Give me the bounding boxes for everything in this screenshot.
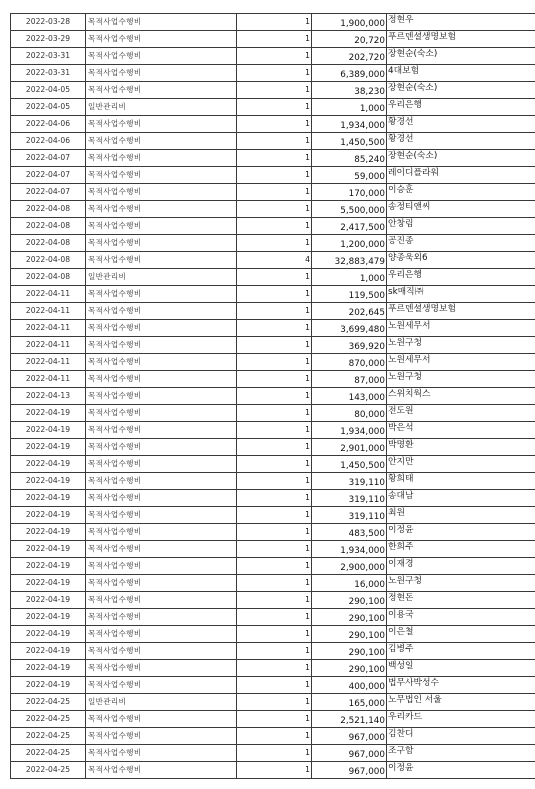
date-cell: 2022-04-19 — [11, 541, 86, 558]
quantity-cell: 1 — [237, 677, 312, 694]
table-row — [11, 473, 535, 490]
category-cell: 목적사업수행비 — [86, 643, 237, 660]
quantity-cell: 1 — [237, 592, 312, 609]
quantity-cell: 1 — [237, 745, 312, 762]
ledger-body — [11, 14, 535, 779]
quantity-cell: 1 — [237, 660, 312, 677]
amount-cell: 80,000 — [312, 405, 387, 422]
date-cell: 2022-04-25 — [11, 694, 86, 711]
date-cell: 2022-04-25 — [11, 728, 86, 745]
quantity-cell: 1 — [237, 320, 312, 337]
table-row — [11, 405, 535, 422]
table-row — [11, 388, 535, 405]
category-cell: 목적사업수행비 — [86, 490, 237, 507]
quantity-cell: 1 — [237, 609, 312, 626]
quantity-cell: 4 — [237, 252, 312, 269]
payee-cell: 법무사박성수 — [387, 677, 535, 694]
table-row — [11, 133, 535, 150]
amount-cell: 483,500 — [312, 524, 387, 541]
category-cell: 목적사업수행비 — [86, 218, 237, 235]
amount-cell: 870,000 — [312, 354, 387, 371]
quantity-cell: 1 — [237, 575, 312, 592]
quantity-cell: 1 — [237, 354, 312, 371]
amount-cell: 1,900,000 — [312, 14, 387, 31]
date-cell: 2022-04-07 — [11, 150, 86, 167]
table-row — [11, 541, 535, 558]
payee-cell: 정현돈 — [387, 592, 535, 609]
category-cell: 목적사업수행비 — [86, 473, 237, 490]
quantity-cell: 1 — [237, 201, 312, 218]
table-row — [11, 252, 535, 269]
category-cell: 목적사업수행비 — [86, 456, 237, 473]
date-cell: 2022-04-08 — [11, 201, 86, 218]
date-cell: 2022-04-25 — [11, 745, 86, 762]
amount-cell: 20,720 — [312, 31, 387, 48]
quantity-cell: 1 — [237, 14, 312, 31]
table-row — [11, 609, 535, 626]
category-cell: 일반관리비 — [86, 99, 237, 116]
payee-cell: 노원세무서 — [387, 354, 535, 371]
payee-cell: 송정티앤씨 — [387, 201, 535, 218]
payee-cell: 노원세무서 — [387, 320, 535, 337]
category-cell: 목적사업수행비 — [86, 745, 237, 762]
quantity-cell: 1 — [237, 558, 312, 575]
category-cell: 목적사업수행비 — [86, 660, 237, 677]
payee-cell: 노무법인 서울 — [387, 694, 535, 711]
category-cell: 목적사업수행비 — [86, 762, 237, 779]
category-cell: 목적사업수행비 — [86, 371, 237, 388]
payee-cell: 김병주 — [387, 643, 535, 660]
amount-cell: 38,230 — [312, 82, 387, 99]
amount-cell: 5,500,000 — [312, 201, 387, 218]
category-cell: 목적사업수행비 — [86, 388, 237, 405]
date-cell: 2022-04-06 — [11, 133, 86, 150]
quantity-cell: 1 — [237, 541, 312, 558]
amount-cell: 87,000 — [312, 371, 387, 388]
table-row — [11, 320, 535, 337]
date-cell: 2022-04-11 — [11, 320, 86, 337]
date-cell: 2022-04-19 — [11, 439, 86, 456]
category-cell: 목적사업수행비 — [86, 728, 237, 745]
table-row — [11, 677, 535, 694]
payee-cell: sk매직㈜ — [387, 286, 535, 303]
category-cell: 목적사업수행비 — [86, 14, 237, 31]
table-row — [11, 235, 535, 252]
table-row — [11, 575, 535, 592]
quantity-cell: 1 — [237, 303, 312, 320]
date-cell: 2022-04-25 — [11, 711, 86, 728]
quantity-cell: 1 — [237, 99, 312, 116]
date-cell: 2022-03-29 — [11, 31, 86, 48]
amount-cell: 290,100 — [312, 609, 387, 626]
category-cell: 목적사업수행비 — [86, 541, 237, 558]
quantity-cell: 1 — [237, 167, 312, 184]
date-cell: 2022-04-19 — [11, 575, 86, 592]
quantity-cell: 1 — [237, 184, 312, 201]
quantity-cell: 1 — [237, 762, 312, 779]
amount-cell: 1,200,000 — [312, 235, 387, 252]
date-cell: 2022-04-11 — [11, 354, 86, 371]
amount-cell: 967,000 — [312, 762, 387, 779]
date-cell: 2022-04-08 — [11, 235, 86, 252]
amount-cell: 1,934,000 — [312, 541, 387, 558]
date-cell: 2022-04-19 — [11, 626, 86, 643]
quantity-cell: 1 — [237, 371, 312, 388]
quantity-cell: 1 — [237, 728, 312, 745]
amount-cell: 1,000 — [312, 99, 387, 116]
date-cell: 2022-04-19 — [11, 643, 86, 660]
amount-cell: 59,000 — [312, 167, 387, 184]
payee-cell: 백성일 — [387, 660, 535, 677]
quantity-cell: 1 — [237, 507, 312, 524]
quantity-cell: 1 — [237, 473, 312, 490]
table-row — [11, 558, 535, 575]
date-cell: 2022-04-08 — [11, 269, 86, 286]
category-cell: 목적사업수행비 — [86, 303, 237, 320]
payee-cell: 4대보험 — [387, 65, 535, 82]
category-cell: 목적사업수행비 — [86, 524, 237, 541]
quantity-cell: 1 — [237, 405, 312, 422]
quantity-cell: 1 — [237, 694, 312, 711]
table-row — [11, 269, 535, 286]
category-cell: 목적사업수행비 — [86, 354, 237, 371]
quantity-cell: 1 — [237, 456, 312, 473]
date-cell: 2022-04-19 — [11, 405, 86, 422]
quantity-cell: 1 — [237, 82, 312, 99]
payee-cell: 송대남 — [387, 490, 535, 507]
payee-cell: 박명환 — [387, 439, 535, 456]
table-row — [11, 745, 535, 762]
amount-cell: 1,000 — [312, 269, 387, 286]
category-cell: 목적사업수행비 — [86, 575, 237, 592]
amount-cell: 967,000 — [312, 728, 387, 745]
category-cell: 목적사업수행비 — [86, 184, 237, 201]
payee-cell: 노원구청 — [387, 371, 535, 388]
quantity-cell: 1 — [237, 388, 312, 405]
quantity-cell: 1 — [237, 31, 312, 48]
date-cell: 2022-04-25 — [11, 762, 86, 779]
table-row — [11, 762, 535, 779]
date-cell: 2022-04-06 — [11, 116, 86, 133]
table-row — [11, 643, 535, 660]
table-row — [11, 218, 535, 235]
amount-cell: 290,100 — [312, 592, 387, 609]
category-cell: 목적사업수행비 — [86, 286, 237, 303]
amount-cell: 290,100 — [312, 660, 387, 677]
amount-cell: 202,720 — [312, 48, 387, 65]
table-row — [11, 524, 535, 541]
quantity-cell: 1 — [237, 626, 312, 643]
date-cell: 2022-04-19 — [11, 524, 86, 541]
payee-cell: 우리카드 — [387, 711, 535, 728]
quantity-cell: 1 — [237, 337, 312, 354]
quantity-cell: 1 — [237, 269, 312, 286]
date-cell: 2022-04-08 — [11, 218, 86, 235]
payee-cell: 황희태 — [387, 473, 535, 490]
category-cell: 목적사업수행비 — [86, 133, 237, 150]
category-cell: 일반관리비 — [86, 694, 237, 711]
payee-cell: 황경선 — [387, 133, 535, 150]
quantity-cell: 1 — [237, 490, 312, 507]
category-cell: 목적사업수행비 — [86, 422, 237, 439]
amount-cell: 319,110 — [312, 507, 387, 524]
category-cell: 목적사업수행비 — [86, 592, 237, 609]
category-cell: 목적사업수행비 — [86, 320, 237, 337]
expense-ledger-table — [10, 13, 535, 779]
table-row — [11, 711, 535, 728]
category-cell: 목적사업수행비 — [86, 116, 237, 133]
table-row — [11, 184, 535, 201]
date-cell: 2022-03-28 — [11, 14, 86, 31]
quantity-cell: 1 — [237, 711, 312, 728]
payee-cell: 정현우 — [387, 14, 535, 31]
table-row — [11, 456, 535, 473]
amount-cell: 170,000 — [312, 184, 387, 201]
date-cell: 2022-04-19 — [11, 660, 86, 677]
date-cell: 2022-04-07 — [11, 184, 86, 201]
payee-cell: 우리은행 — [387, 99, 535, 116]
payee-cell: 이승훈 — [387, 184, 535, 201]
amount-cell: 16,000 — [312, 575, 387, 592]
quantity-cell: 1 — [237, 524, 312, 541]
category-cell: 목적사업수행비 — [86, 711, 237, 728]
quantity-cell: 1 — [237, 286, 312, 303]
date-cell: 2022-04-19 — [11, 473, 86, 490]
payee-cell: 이정윤 — [387, 762, 535, 779]
payee-cell: 김찬디 — [387, 728, 535, 745]
payee-cell: 노원구청 — [387, 575, 535, 592]
payee-cell: 전도원 — [387, 405, 535, 422]
table-row — [11, 439, 535, 456]
table-row — [11, 286, 535, 303]
date-cell: 2022-03-31 — [11, 48, 86, 65]
date-cell: 2022-04-19 — [11, 456, 86, 473]
table-row — [11, 65, 535, 82]
table-row — [11, 116, 535, 133]
amount-cell: 290,100 — [312, 643, 387, 660]
table-row — [11, 660, 535, 677]
quantity-cell: 1 — [237, 422, 312, 439]
amount-cell: 3,699,480 — [312, 320, 387, 337]
date-cell: 2022-04-11 — [11, 286, 86, 303]
table-row — [11, 167, 535, 184]
table-row — [11, 626, 535, 643]
quantity-cell: 1 — [237, 643, 312, 660]
payee-cell: 이정윤 — [387, 524, 535, 541]
date-cell: 2022-04-19 — [11, 422, 86, 439]
amount-cell: 1,450,500 — [312, 456, 387, 473]
payee-cell: 안지만 — [387, 456, 535, 473]
category-cell: 목적사업수행비 — [86, 439, 237, 456]
table-row — [11, 728, 535, 745]
date-cell: 2022-04-19 — [11, 592, 86, 609]
date-cell: 2022-04-19 — [11, 558, 86, 575]
table-row — [11, 303, 535, 320]
table-row — [11, 354, 535, 371]
category-cell: 목적사업수행비 — [86, 405, 237, 422]
amount-cell: 369,920 — [312, 337, 387, 354]
payee-cell: 한희주 — [387, 541, 535, 558]
payee-cell: 최원 — [387, 507, 535, 524]
category-cell: 목적사업수행비 — [86, 167, 237, 184]
table-row — [11, 422, 535, 439]
payee-cell: 우리은행 — [387, 269, 535, 286]
category-cell: 목적사업수행비 — [86, 558, 237, 575]
amount-cell: 2,901,000 — [312, 439, 387, 456]
amount-cell: 290,100 — [312, 626, 387, 643]
date-cell: 2022-04-05 — [11, 82, 86, 99]
category-cell: 목적사업수행비 — [86, 677, 237, 694]
payee-cell: 장현순(숙소) — [387, 150, 535, 167]
quantity-cell: 1 — [237, 133, 312, 150]
table-row — [11, 490, 535, 507]
payee-cell: 푸르덴셜생명보험 — [387, 31, 535, 48]
amount-cell: 2,900,000 — [312, 558, 387, 575]
payee-cell: 공진종 — [387, 235, 535, 252]
table-row — [11, 48, 535, 65]
amount-cell: 119,500 — [312, 286, 387, 303]
amount-cell: 6,389,000 — [312, 65, 387, 82]
table-row — [11, 592, 535, 609]
amount-cell: 202,645 — [312, 303, 387, 320]
table-row — [11, 99, 535, 116]
payee-cell: 조구함 — [387, 745, 535, 762]
payee-cell: 장현순(숙소) — [387, 48, 535, 65]
quantity-cell: 1 — [237, 439, 312, 456]
amount-cell: 967,000 — [312, 745, 387, 762]
category-cell: 목적사업수행비 — [86, 252, 237, 269]
quantity-cell: 1 — [237, 150, 312, 167]
table-row — [11, 82, 535, 99]
category-cell: 목적사업수행비 — [86, 609, 237, 626]
date-cell: 2022-04-05 — [11, 99, 86, 116]
category-cell: 목적사업수행비 — [86, 150, 237, 167]
quantity-cell: 1 — [237, 116, 312, 133]
payee-cell: 이용국 — [387, 609, 535, 626]
date-cell: 2022-03-31 — [11, 65, 86, 82]
payee-cell: 레이디플라워 — [387, 167, 535, 184]
date-cell: 2022-04-11 — [11, 303, 86, 320]
quantity-cell: 1 — [237, 48, 312, 65]
category-cell: 목적사업수행비 — [86, 337, 237, 354]
date-cell: 2022-04-19 — [11, 490, 86, 507]
amount-cell: 319,110 — [312, 490, 387, 507]
payee-cell: 박은석 — [387, 422, 535, 439]
amount-cell: 143,000 — [312, 388, 387, 405]
date-cell: 2022-04-11 — [11, 337, 86, 354]
quantity-cell: 1 — [237, 235, 312, 252]
table-row — [11, 14, 535, 31]
date-cell: 2022-04-07 — [11, 167, 86, 184]
amount-cell: 319,110 — [312, 473, 387, 490]
amount-cell: 400,000 — [312, 677, 387, 694]
category-cell: 목적사업수행비 — [86, 201, 237, 218]
amount-cell: 2,417,500 — [312, 218, 387, 235]
amount-cell: 2,521,140 — [312, 711, 387, 728]
date-cell: 2022-04-19 — [11, 677, 86, 694]
payee-cell: 이은철 — [387, 626, 535, 643]
payee-cell: 황경선 — [387, 116, 535, 133]
payee-cell: 노원구청 — [387, 337, 535, 354]
date-cell: 2022-04-11 — [11, 371, 86, 388]
category-cell: 목적사업수행비 — [86, 507, 237, 524]
amount-cell: 85,240 — [312, 150, 387, 167]
category-cell: 목적사업수행비 — [86, 65, 237, 82]
date-cell: 2022-04-13 — [11, 388, 86, 405]
date-cell: 2022-04-19 — [11, 609, 86, 626]
table-row — [11, 694, 535, 711]
payee-cell: 이재경 — [387, 558, 535, 575]
table-row — [11, 507, 535, 524]
amount-cell: 1,934,000 — [312, 422, 387, 439]
table-row — [11, 371, 535, 388]
category-cell: 목적사업수행비 — [86, 626, 237, 643]
payee-cell: 푸르덴셜생명보험 — [387, 303, 535, 320]
amount-cell: 1,934,000 — [312, 116, 387, 133]
category-cell: 목적사업수행비 — [86, 31, 237, 48]
payee-cell: 안창림 — [387, 218, 535, 235]
quantity-cell: 1 — [237, 218, 312, 235]
payee-cell: 양종욱외6 — [387, 252, 535, 269]
amount-cell: 165,000 — [312, 694, 387, 711]
table-row — [11, 31, 535, 48]
table-row — [11, 201, 535, 218]
category-cell: 목적사업수행비 — [86, 82, 237, 99]
amount-cell: 1,450,500 — [312, 133, 387, 150]
date-cell: 2022-04-08 — [11, 252, 86, 269]
table-row — [11, 150, 535, 167]
category-cell: 일반관리비 — [86, 269, 237, 286]
category-cell: 목적사업수행비 — [86, 235, 237, 252]
category-cell: 목적사업수행비 — [86, 48, 237, 65]
quantity-cell: 1 — [237, 65, 312, 82]
amount-cell: 32,883,479 — [312, 252, 387, 269]
date-cell: 2022-04-19 — [11, 507, 86, 524]
payee-cell: 장현순(숙소) — [387, 82, 535, 99]
table-row — [11, 337, 535, 354]
payee-cell: 스위치웍스 — [387, 388, 535, 405]
